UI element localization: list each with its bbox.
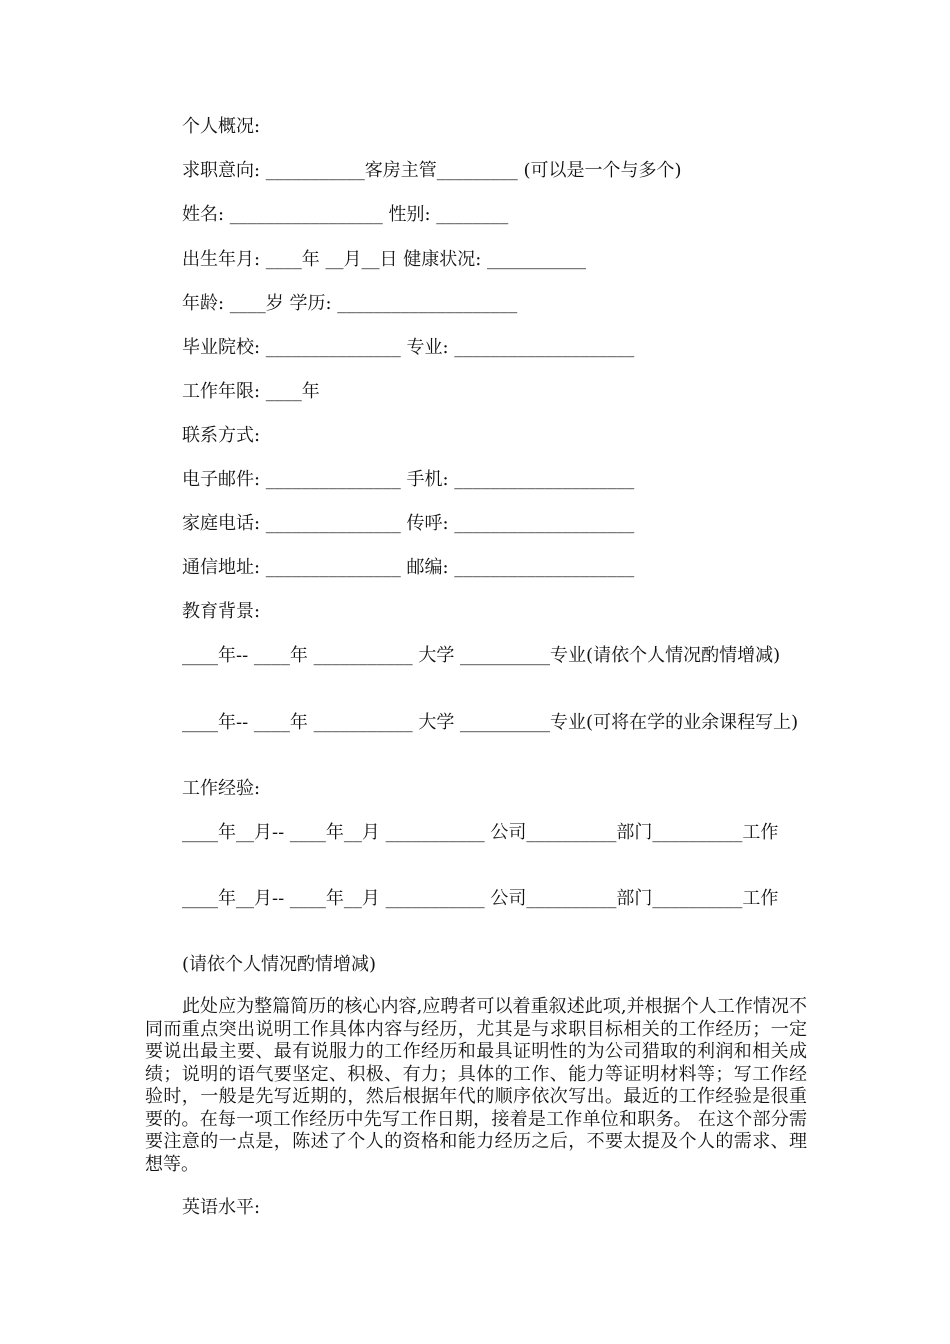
field-email-mobile: 电子邮件: _______________ 手机: ____________________ [182, 469, 635, 490]
field-birth-health: 出生年月: ____年 __月__日 健康状况: ___________ [182, 249, 587, 270]
field-work-years: 工作年限: ____年 [182, 381, 320, 402]
work-entry-2: ____年__月-- ____年__月 ___________ 公司__________部门__________工作 [182, 888, 779, 909]
section-heading-contact: 联系方式: [182, 425, 261, 446]
section-heading-english: 英语水平: [182, 1197, 261, 1218]
section-heading-work: 工作经验: [182, 778, 261, 799]
field-age-education: 年龄: ____岁 学历: ____________________ [182, 293, 518, 314]
field-school-major: 毕业院校: _______________ 专业: ____________________ [182, 337, 635, 358]
field-address-postcode: 通信地址: _______________ 邮编: ____________________ [182, 557, 635, 578]
field-name-gender: 姓名: _________________ 性别: ________ [182, 204, 509, 225]
field-home-phone-pager: 家庭电话: _______________ 传呼: ____________________ [182, 513, 635, 534]
work-note: (请依个人情况酌情增减) [182, 954, 377, 975]
education-entry-2: ____年-- ____年 ___________ 大学 __________专业(可将在学的业余课程写上) [182, 712, 799, 733]
section-heading-education: 教育背景: [182, 601, 261, 622]
work-description-paragraph: 此处应为整篇简历的核心内容,应聘者可以着重叙述此项,并根据个人工作情况不同而重点突出说明工作具体内容与经历，尤其是与求职目标相关的工作经历；一定要说出最主要、最有说服力的工作经历和最具证明性的为公司猎取的利润和相关成绩；说明的语气要坚定、积极、有力；具体的工作、能力等证明材料等；写工作经验时，一般是先写近期的，然后根据年代的顺序依次写出。最近的工作经验是很重要的。在每一项工作经历中先写工作日期，接着是工作单位和职务。 在这个部分需要注意的一点是，陈述了个人的资格和能力经历之后，不要太提及个人的需求、理想等。 [145, 996, 807, 1175]
education-entry-1: ____年-- ____年 ___________ 大学 __________专业(请依个人情况酌情增减) [182, 645, 781, 666]
field-job-intention: 求职意向: ___________客房主管_________ (可以是一个与多个) [182, 160, 682, 181]
section-heading-personal: 个人概况: [182, 116, 261, 137]
work-entry-1: ____年__月-- ____年__月 ___________ 公司__________部门__________工作 [182, 822, 779, 843]
